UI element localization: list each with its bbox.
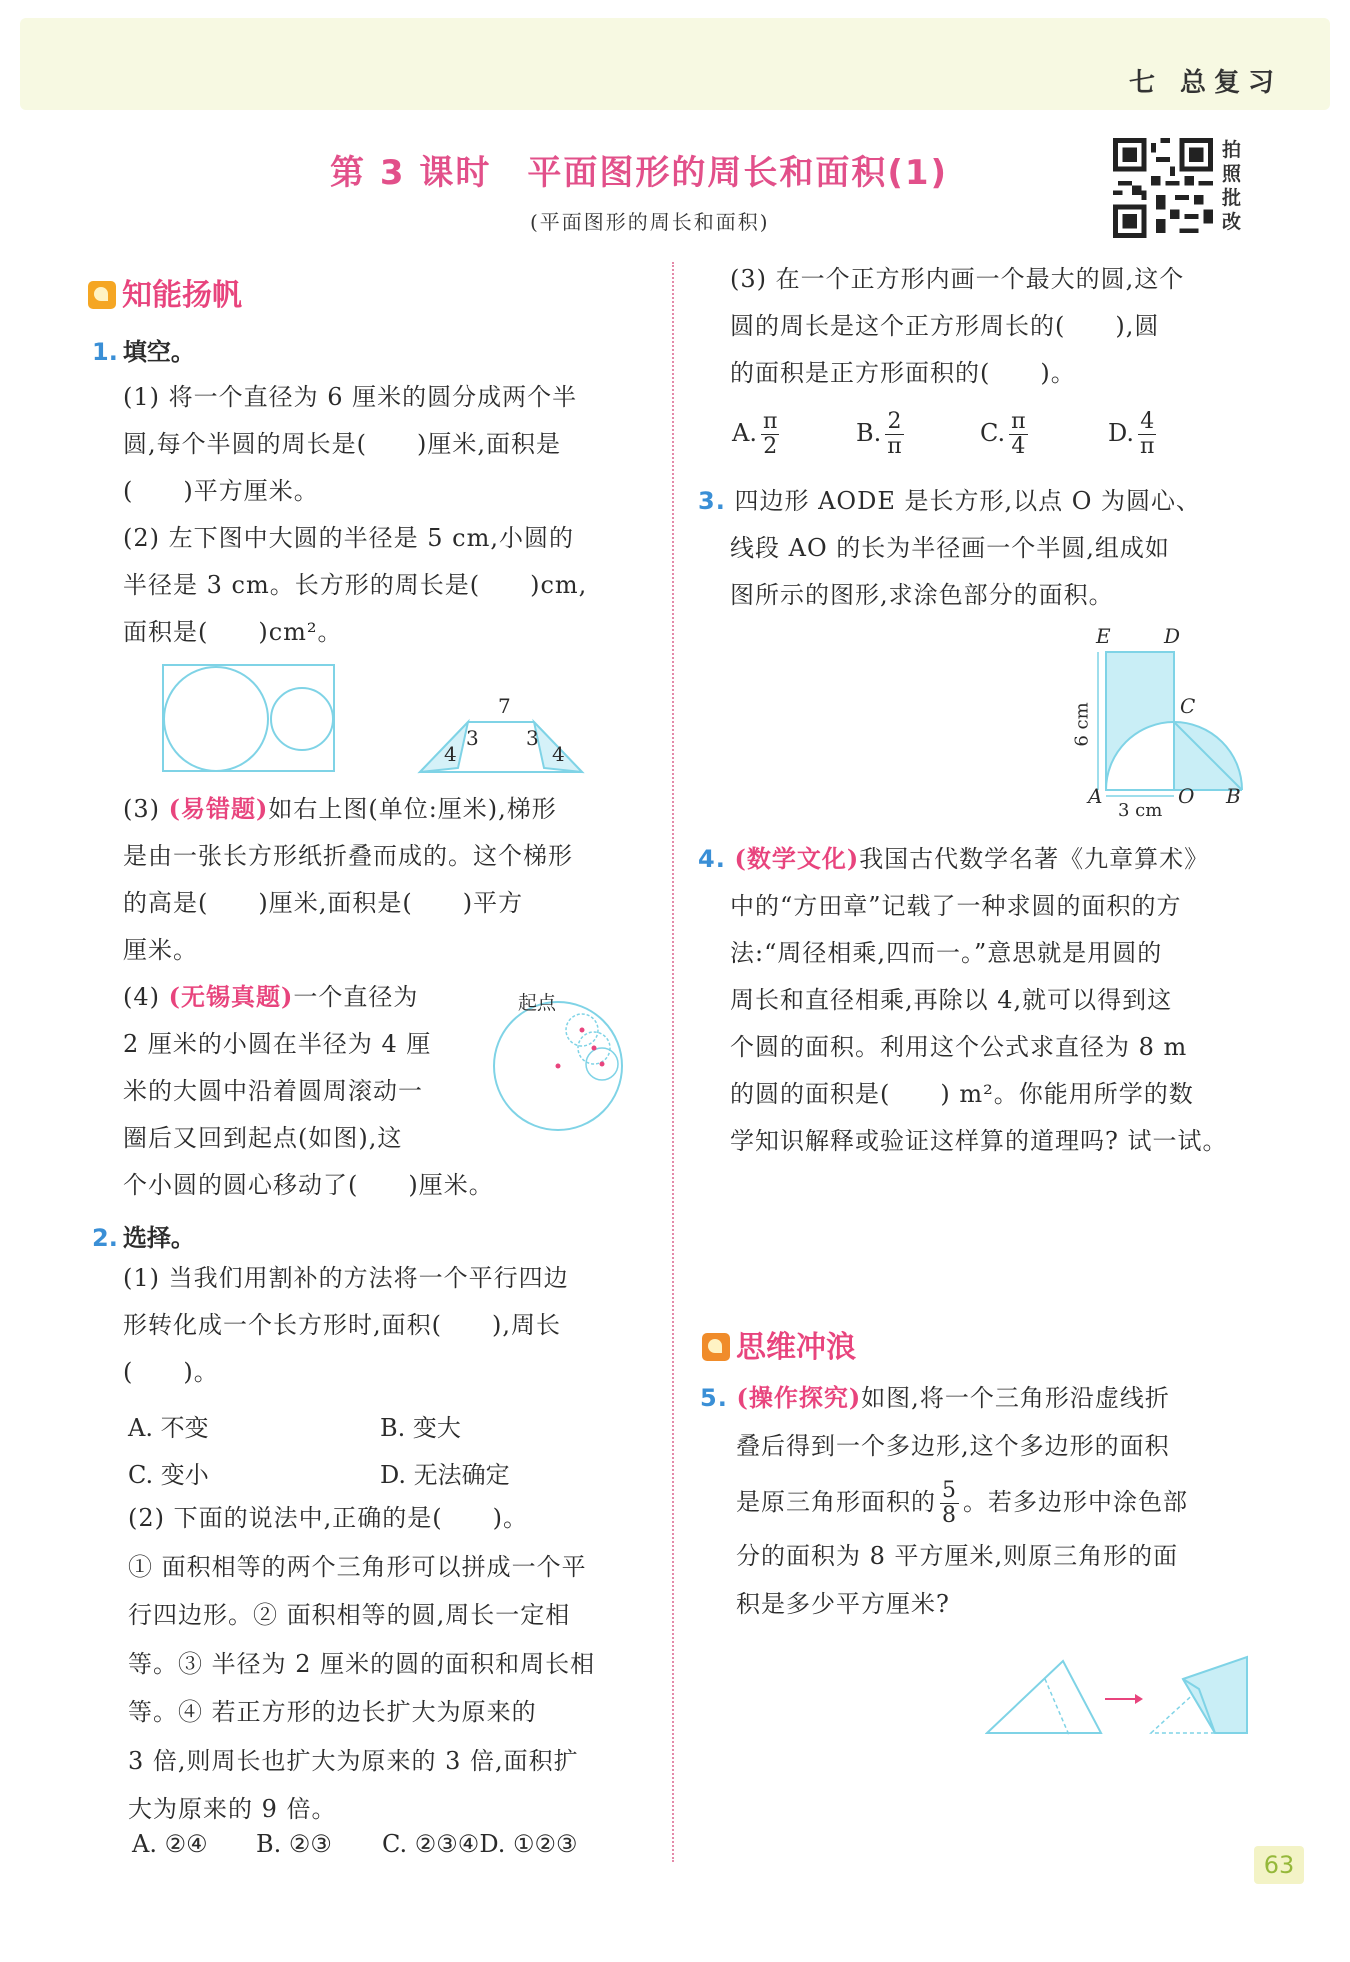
triangle-fold-diagram (985, 1655, 1250, 1737)
q2-2-option-a[interactable]: A. ②④ (132, 1830, 208, 1858)
q1-part4: (4) (无锡真题)一个直径为 2 厘米的小圆在半径为 4 厘 米的大圆中沿着圆周滚动一 圈后又回到起点(如图),这 个小圆的圆心移动了( )厘米。 (123, 982, 494, 1199)
q2-1-option-a[interactable]: A. 不变 (128, 1414, 209, 1442)
q1-part3: (3) (易错题)如右上图(单位:厘米),梯形 是由一张长方形纸折叠而成的。这个梯形 的高是( )厘米,面积是( )平方 厘米。 (123, 794, 573, 964)
q1-part2: (2) 左下图中大圆的半径是 5 cm,小圆的 半径是 3 cm。长方形的周长是( )cm, 面积是( )cm²。 (123, 524, 588, 646)
height-label: 6 cm (1071, 702, 1093, 747)
rectangle-semicircle-diagram (1090, 648, 1250, 798)
q2-2-option-b[interactable]: B. ②③ (256, 1830, 332, 1858)
trapezoid-label-left-height: 3 (466, 726, 479, 750)
qr-code-icon[interactable] (1110, 138, 1216, 238)
start-point-label: 起点 (518, 992, 557, 1014)
label-A: A (1088, 784, 1103, 808)
q2-2-option-cd[interactable]: C. ②③④D. ①②③ (382, 1830, 578, 1858)
label-D: D (1164, 624, 1181, 648)
question-2-title: 2. 选择。 (92, 1224, 195, 1252)
trapezoid-label-top: 7 (498, 694, 511, 718)
tag-wuxi-exam: (无锡真题) (168, 982, 294, 1011)
tag-math-culture: (数学文化) (734, 844, 860, 873)
q2-part3: (3) 在一个正方形内画一个最大的圆,这个 圆的周长是这个正方形周长的( ),圆 的面积是正方形面积的( )。 (730, 265, 1185, 387)
qr-caption: 拍照批改 (1222, 139, 1242, 233)
q2-3-option-b[interactable]: B. $\frac{2}{\pi}$ (856, 409, 902, 459)
q2-1-option-c[interactable]: C. 变小 (128, 1461, 209, 1489)
q2-3-option-c[interactable]: C. $\frac{\pi}{4}$ (980, 409, 1026, 459)
label-B: B (1226, 784, 1241, 808)
lesson-title: 第 3 课时 平面图形的周长和面积(1) (330, 153, 949, 193)
q1-part1: (1) 将一个直径为 6 厘米的圆分成两个半 圆,每个半圆的周长是( )厘米,面积是 ( )平方厘米。 (123, 383, 578, 505)
question-5: 5. (操作探究)如图,将一个三角形沿虚线折 叠后得到一个多边形,这个多边形的面积 是原三角形面积的 $\frac{5}{8}$ 。若多边形中涂色部 分的面积为 8 平方厘米,则原三角形的面 积是多少平方厘米? (700, 1383, 1188, 1618)
page-number: 63 (1254, 1846, 1304, 1884)
column-divider (672, 262, 674, 1862)
lesson-subtitle: (平面图形的周长和面积) (530, 210, 770, 234)
trapezoid-label-right-height: 3 (526, 726, 539, 750)
q2-1-option-d[interactable]: D. 无法确定 (380, 1461, 510, 1489)
section-heading-1: 知能扬帆 (88, 270, 242, 314)
trapezoid-label-right-base: 4 (552, 742, 565, 766)
tag-operation-explore: (操作探究) (736, 1383, 862, 1412)
q2-part1: (1) 当我们用割补的方法将一个平行四边 形转化成一个长方形时,面积( ),周长 ( )。 (123, 1264, 569, 1386)
circles-in-rectangle-diagram (162, 664, 337, 776)
rolling-circle-diagram (478, 990, 638, 1140)
section-icon (88, 281, 116, 309)
label-C: C (1180, 694, 1196, 718)
q2-3-option-a[interactable]: A. $\frac{\pi}{2}$ (732, 409, 778, 459)
question-1-title: 1. 填空。 (92, 338, 195, 366)
section-icon (702, 1333, 730, 1361)
q2-3-option-d[interactable]: D. $\frac{4}{\pi}$ (1108, 409, 1155, 459)
q2-part2: (2) 下面的说法中,正确的是( )。 ① 面积相等的两个三角形可以拼成一个平 行四边形。② 面积相等的圆,周长一定相 等。③ 半径为 2 厘米的圆的面积和周长相 等。④ 若正方形的边长扩大为原来的 3 倍,则周长也扩大为原来的 3 倍,面积扩 大为原来的 9 倍。 (128, 1504, 596, 1823)
label-O: O (1178, 784, 1195, 808)
tag-easy-mistake: (易错题) (168, 794, 269, 823)
trapezoid-label-left-base: 4 (444, 742, 457, 766)
question-4: 4. (数学文化)我国古代数学名著《九章算术》 中的“方田章”记载了一种求圆的面积的方 法:“周径相乘,四而一。”意思就是用圆的 周长和直径相乘,再除以 4,就可以得到这 个圆的面积。利用这个公式求直径为 8 m 的圆的面积是( ) m²。你能用所学的数 学知识解释或验证这样算的道理吗? 试一试。 (698, 844, 1228, 1155)
question-3: 3. 四边形 AODE 是长方形,以点 O 为圆心、 线段 AO 的长为半径画一个半圆,组成如 图所示的图形,求涂色部分的面积。 (698, 487, 1202, 609)
section-heading-2: 思维冲浪 (702, 1322, 856, 1366)
width-label: 3 cm (1118, 800, 1163, 821)
q2-1-option-b[interactable]: B. 变大 (380, 1414, 461, 1442)
label-E: E (1096, 624, 1111, 648)
chapter-label: 七 总复习 (1128, 68, 1282, 98)
